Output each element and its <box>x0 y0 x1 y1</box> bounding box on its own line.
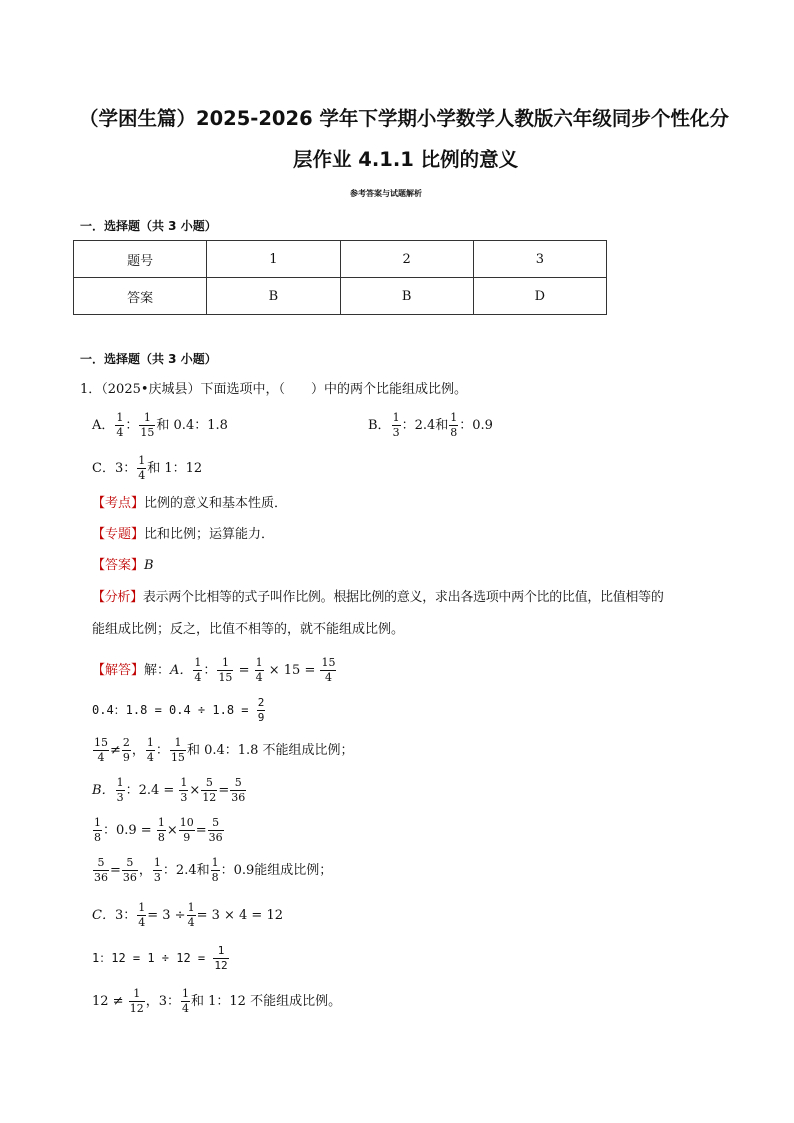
question-number: 3 <box>473 241 606 278</box>
page-subtitle: 参考答案与试题解析 <box>350 188 422 198</box>
fraction: $\frac{1}{8}$ <box>450 411 458 439</box>
daan-tag: 【答案】 <box>92 558 145 573</box>
fenxi-text: 表示两个比相等的式子叫作比例。根据比例的意义，求出各选项中两个比的比值，比值相等的 <box>142 590 664 605</box>
solution-line-9: 12 ≠ $\frac{1}{12}$ ，3： $\frac{1}{4}$ 和 1：12 不能组成比例。 <box>92 987 342 1015</box>
table-row <box>74 241 607 278</box>
option-b-text: ：2.4和 <box>401 418 449 433</box>
page-title-line1: （学困生篇）2025-2026 学年下学期小学数学人教版六年级同步个性化分 <box>79 107 729 130</box>
table-answer-label: 答案 <box>74 278 207 315</box>
option-c-label: C．3： <box>92 461 137 476</box>
table-header-label: 题号 <box>74 241 207 278</box>
answer-table <box>73 240 607 315</box>
solution-line-7-text: 3： <box>114 908 137 923</box>
option-c <box>92 455 202 482</box>
question-number: 2 <box>340 241 473 278</box>
jieda-line: 【解答】解：A． $\frac{1}{4}$ ： $\frac{1}{15}$ = $\frac{1}{4}$ × 15 = $\frac{15}{4}$ <box>92 656 336 684</box>
solution-line-4: B． $\frac{1}{3}$ ：2.4 = $\frac{1}{3}$ × $\frac{5}{12}$ = $\frac{5}{36}$ <box>92 776 246 804</box>
page-title-line2: 层作业 4.1.1 比例的意义 <box>293 148 519 171</box>
answer-cell: D <box>473 278 606 315</box>
solution-line-2: 0.4：1.8 = 0.4 ÷ 1.8 = $\frac{2}{9}$ <box>92 696 265 724</box>
option-a: A． $\frac{1}{4}$ ： $\frac{1}{15}$ 和 0.4：1.8 <box>92 411 228 439</box>
solution-line-9-mid: ，3： <box>145 994 180 1009</box>
solution-line-6-tail: ：0.9能组成比例； <box>220 863 333 878</box>
kaodian-tag: 【考点】 <box>92 496 145 511</box>
zhuanti-text: 比和比例；运算能力． <box>144 527 275 542</box>
solution-line-3-text: 和 0.4：1.8 不能组成比例； <box>186 743 354 758</box>
fenxi-line2: 能组成比例；反之，比值不相等的，就不能组成比例。 <box>92 622 405 637</box>
question-number: 1 <box>207 241 340 278</box>
solution-line-9-start: 12 ≠ <box>92 994 124 1009</box>
zhuanti-line <box>92 525 274 545</box>
answer-section-heading: 一．选择题（共 3 小题） <box>80 219 217 233</box>
solution-line-7-end: = 3 × 4 = 12 <box>196 908 283 923</box>
answer-cell: B <box>340 278 473 315</box>
solution-line-6: $\frac{5}{36}$ = $\frac{5}{36}$ ， $\frac{1}{3}$ ：2.4和 $\frac{1}{8}$ ：0.9能组成比例； <box>94 856 333 884</box>
answer-cell: B <box>207 278 340 315</box>
jieda-text: 解： <box>144 663 171 678</box>
solution-c-label: C． <box>92 908 115 923</box>
solution-line-8-text: 1：12 = 1 ÷ 12 = <box>92 951 206 965</box>
option-b <box>368 412 493 439</box>
option-c-text: 和 1：12 <box>147 461 203 476</box>
option-b-text2: ：0.9 <box>459 418 493 433</box>
fraction: $\frac{1}{4}$ <box>116 411 124 439</box>
option-a-label: A． <box>92 418 115 433</box>
option-a-text: 和 0.4：1.8 <box>156 418 228 433</box>
solution-line-7-eq: = 3 ÷ <box>147 908 186 923</box>
daan-line <box>92 556 154 576</box>
kaodian-line <box>92 494 287 514</box>
jieda-tag: 【解答】 <box>92 663 145 678</box>
solution-line-7: C．3： $\frac{1}{4}$ = 3 ÷ $\frac{1}{4}$ = 3 × 4 = 12 <box>92 901 283 929</box>
fraction: $\frac{1}{15}$ <box>140 411 155 439</box>
option-b-label: B． <box>368 418 391 433</box>
solution-line-6-text: ：2.4和 <box>162 863 210 878</box>
kaodian-text: 比例的意义和基本性质． <box>144 496 288 511</box>
solution-b-label: B． <box>92 783 115 798</box>
question-stem: 1．（2025•庆城县）下面选项中，（ ）中的两个比能组成比例。 <box>80 382 468 397</box>
question-section-heading: 一．选择题（共 3 小题） <box>80 352 217 366</box>
solution-line-3: $\frac{15}{4}$ ≠ $\frac{2}{9}$ ， $\frac{1}{4}$ ： $\frac{1}{15}$ 和 0.4：1.8 不能组成比例； <box>94 736 354 764</box>
fenxi-tag: 【分析】 <box>92 590 143 605</box>
fraction: $\frac{1}{3}$ <box>392 411 400 439</box>
fraction: $\frac{1}{4}$ <box>138 454 146 482</box>
zhuanti-tag: 【专题】 <box>92 527 145 542</box>
solution-line-8: 1：12 = 1 ÷ 12 = $\frac{1}{12}$ <box>92 944 228 972</box>
solution-line-9-end: 和 1：12 不能组成比例。 <box>191 994 342 1009</box>
solution-line-5: $\frac{1}{8}$ ：0.9 = $\frac{1}{8}$ × $\frac{10}{9}$ = $\frac{5}{36}$ <box>94 816 223 844</box>
solution-line-2-text: 0.4：1.8 = 0.4 ÷ 1.8 = <box>92 703 249 717</box>
fenxi-line1 <box>92 588 664 608</box>
table-row <box>74 278 607 315</box>
daan-text: B <box>144 558 154 573</box>
solution-a-label: A． <box>170 663 193 678</box>
